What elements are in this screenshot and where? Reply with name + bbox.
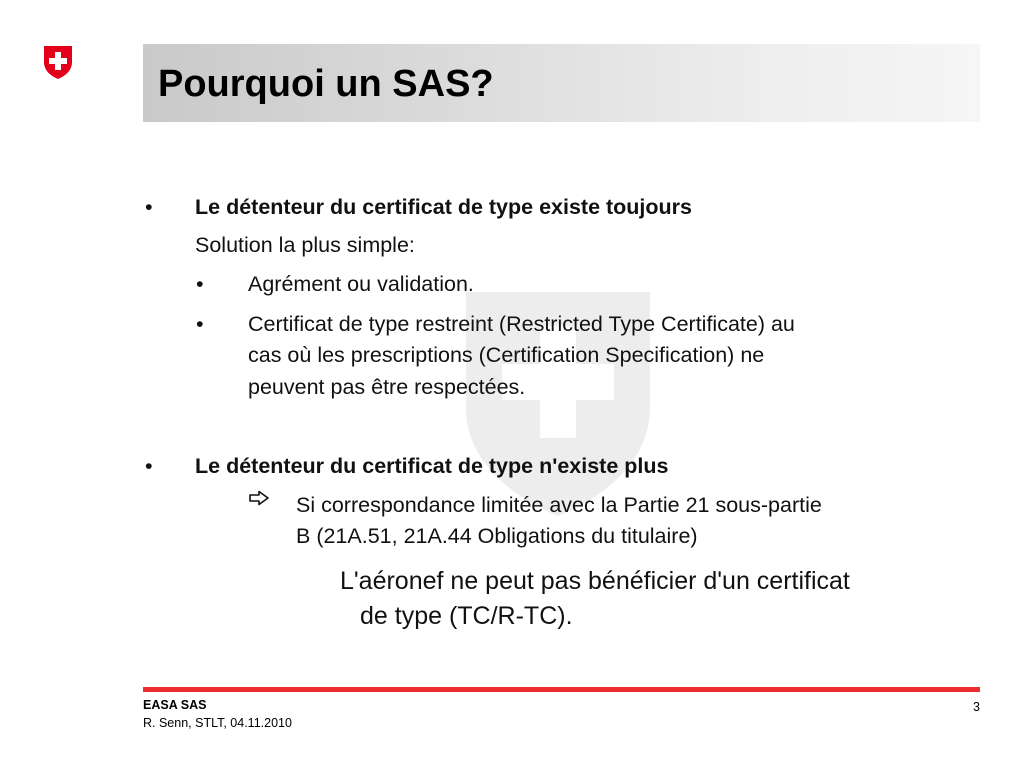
bullet-marker: •	[145, 454, 153, 478]
list-item-line: cas où les prescriptions (Certification Specification) ne	[248, 343, 765, 367]
slide-title: Pourquoi un SAS?	[158, 63, 494, 105]
conclusion-text: L'aéronef ne peut pas bénéficier d'un certificat	[340, 567, 850, 595]
footer-divider	[143, 687, 980, 692]
footer-author: R. Senn, STLT, 04.11.2010	[143, 716, 292, 730]
section1-intro: Solution la plus simple:	[195, 233, 415, 257]
arrow-item-line: B (21A.51, 21A.44 Obligations du titulaire)	[296, 524, 698, 548]
section2-heading: Le détenteur du certificat de type n'existe plus	[195, 454, 669, 478]
page-number: 3	[973, 700, 980, 714]
list-item-line: Certificat de type restreint (Restricted Type Certificate) au	[248, 312, 795, 336]
footer-title: EASA SAS	[143, 698, 207, 712]
bullet-marker: •	[196, 312, 204, 336]
list-item-approval: Agrément ou validation.	[248, 272, 474, 296]
section1-heading: Le détenteur du certificat de type existe toujours	[195, 195, 692, 219]
arrow-item-line: Si correspondance limitée avec la Partie 21 sous-partie	[296, 493, 822, 517]
swiss-coat-of-arms-icon	[42, 44, 74, 80]
bullet-marker: •	[145, 195, 153, 219]
bullet-marker: •	[196, 272, 204, 296]
right-arrow-outline-icon	[248, 490, 270, 506]
conclusion-line	[340, 564, 850, 598]
conclusion-line: de type (TC/R-TC).	[360, 602, 573, 630]
list-item-line: peuvent pas être respectées.	[248, 375, 526, 399]
